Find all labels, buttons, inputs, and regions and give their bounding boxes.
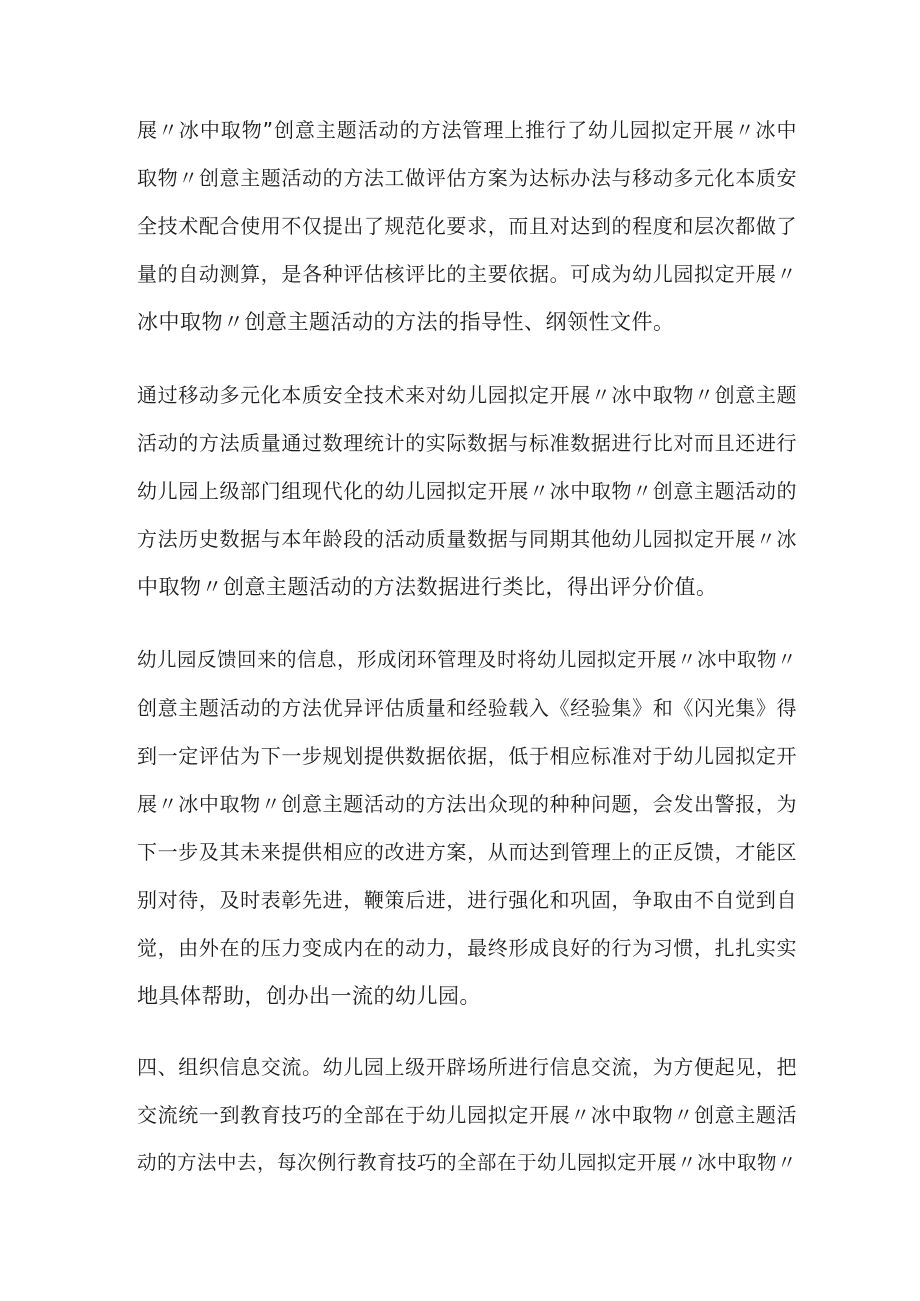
- text-line: 创意主题活动的方法优异评估质量和经验载入《经验集》和《闪光集》得: [137, 696, 797, 720]
- paragraph-1: [137, 106, 797, 346]
- text-line: 觉，由外在的压力变成内在的动力，最终形成良好的行为习惯，扎扎实实: [137, 936, 797, 960]
- text-line: 展〃冰中取物〃创意主题活动的方法出众现的种种问题，会发出警报，为: [137, 792, 797, 816]
- text-line: 动的方法中去，每次例行教育技巧的全部在于幼儿园拟定开展〃冰中取物〃: [137, 1151, 798, 1174]
- text-line: 量的自动测算，是各种评估核评比的主要依据。可成为幼儿园拟定开展〃: [137, 262, 797, 286]
- text-line: 方法历史数据与本年龄段的活动质量数据与同期其他幼儿园拟定开展〃冰: [137, 527, 797, 551]
- text-line: 交流统一到教育技巧的全部在于幼儿园拟定开展〃冰中取物〃创意主题活: [137, 1103, 797, 1127]
- text-line: 中取物〃创意主题活动的方法数据进行类比，得出评分价值。: [137, 575, 718, 599]
- text-line: 到一定评估为下一步规划提供数据依据，低于相应标准对于幼儿园拟定开: [137, 744, 797, 768]
- text-line: 幼儿园反馈回来的信息，形成闭环管理及时将幼儿园拟定开展〃冰中取物〃: [137, 648, 798, 671]
- text-line: 取物〃创意主题活动的方法工做评估方案为达标办法与移动多元化本质安: [137, 166, 797, 190]
- text-line: 冰中取物〃创意主题活动的方法的指导性、纲领性文件。: [137, 310, 675, 334]
- text-line: 幼儿园上级部门组现代化的幼儿园拟定开展〃冰中取物〃创意主题活动的: [137, 479, 797, 503]
- paragraph-3: [137, 636, 797, 1020]
- text-line: 下一步及其未来提供相应的改进方案，从而达到管理上的正反馈，才能区: [137, 840, 797, 864]
- text-line: 展〃冰中取物”创意主题活动的方法管理上推行了幼儿园拟定开展〃冰中: [137, 118, 797, 142]
- text-line: 四、组织信息交流。幼儿园上级开辟场所进行信息交流，为方便起见，把: [137, 1055, 797, 1079]
- text-line: 地具体帮助，创办出一流的幼儿园。: [137, 984, 481, 1008]
- paragraph-4: [137, 1043, 797, 1187]
- text-line: 活动的方法质量通过数理统计的实际数据与标准数据进行比对而且还进行: [137, 431, 797, 455]
- paragraph-2: [137, 371, 797, 611]
- text-line: 全技术配合使用不仅提出了规范化要求，而且对达到的程度和层次都做了: [137, 214, 797, 238]
- text-line: 别对待，及时表彰先进，鞭策后进，进行强化和巩固，争取由不自觉到自: [137, 888, 797, 912]
- text-line: 通过移动多元化本质安全技术来对幼儿园拟定开展〃冰中取物〃创意主题: [137, 383, 797, 407]
